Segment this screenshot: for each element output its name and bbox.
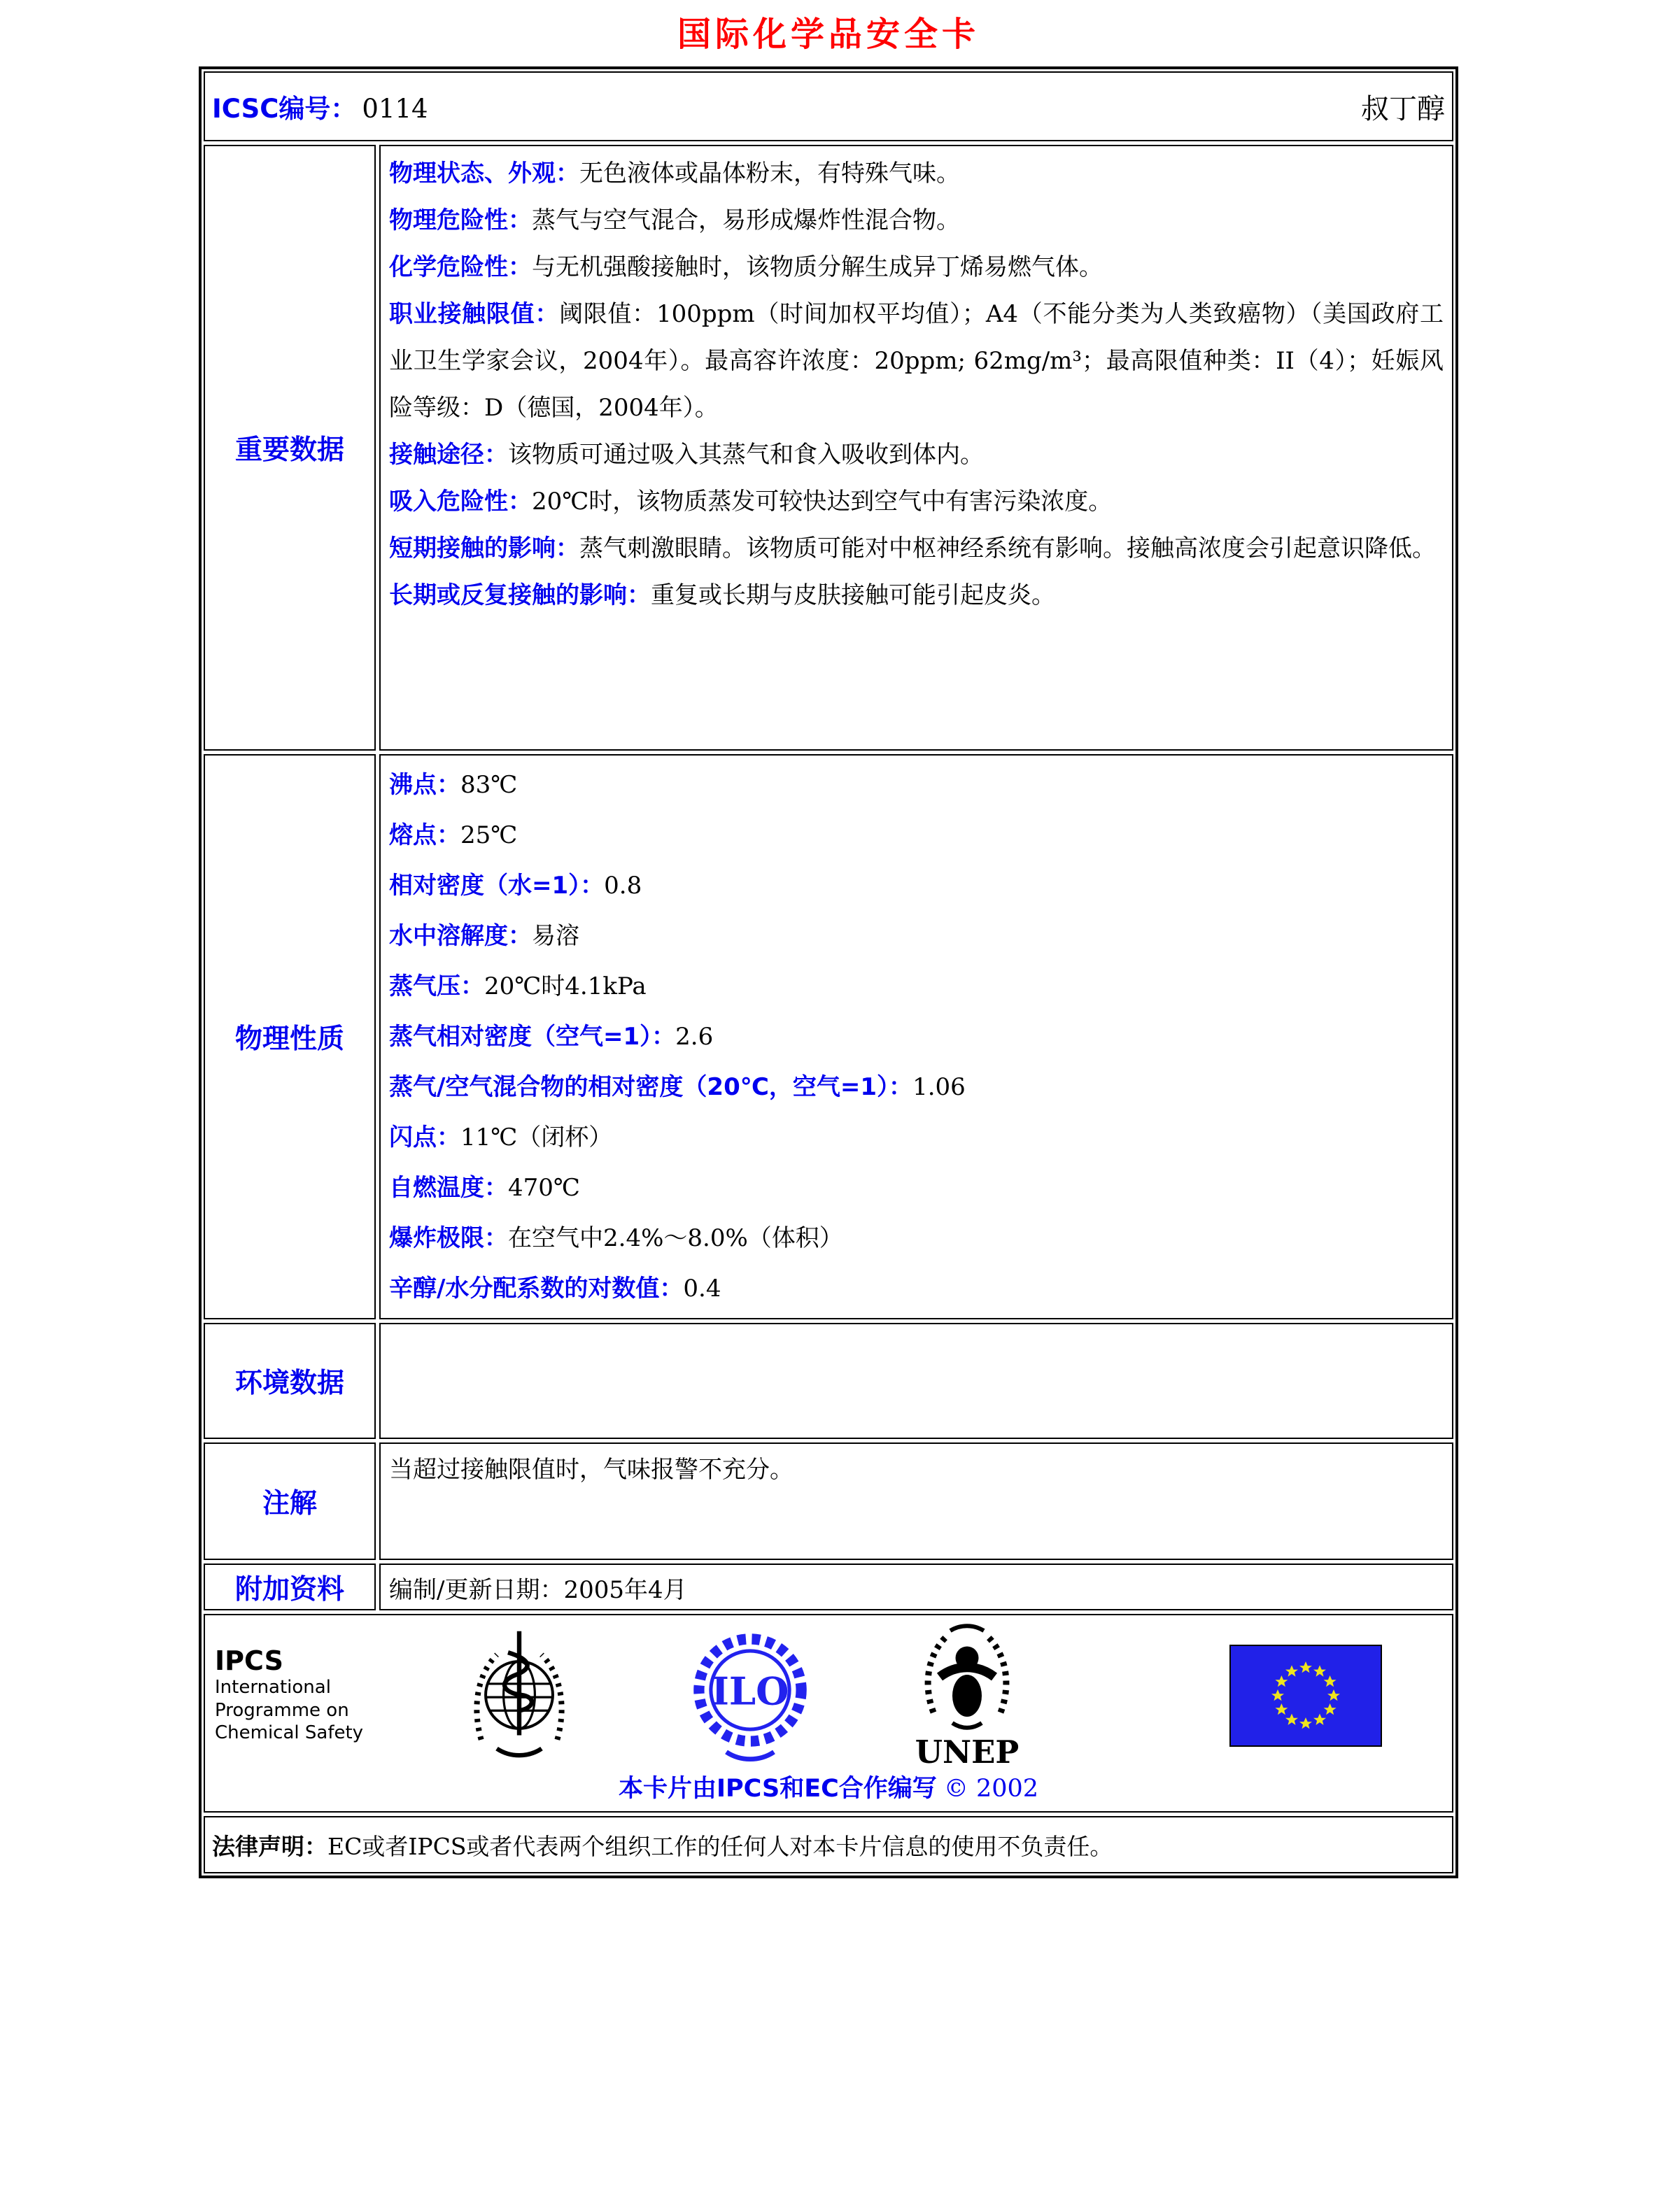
section-label-additional-info: 附加资料 [204, 1564, 376, 1610]
caption-text: 本卡片由IPCS和EC合作编写 [618, 1775, 937, 1803]
environmental-data-content [379, 1323, 1453, 1439]
ilo-logo-icon [691, 1628, 810, 1764]
field-vapor-air-mixture-density [389, 1062, 1444, 1112]
field-label: 吸入危险性： [389, 488, 532, 516]
field-value: 83℃ [460, 771, 518, 799]
field-autoignition-temperature [389, 1163, 1444, 1213]
important-data-row [204, 145, 1453, 751]
header-cell [204, 71, 1453, 141]
field-value: 无色液体或晶体粉末，有特殊气味。 [579, 159, 960, 187]
field-value: 470℃ [508, 1174, 580, 1202]
field-label: 物理状态、外观： [389, 159, 579, 187]
notes-content: 当超过接触限值时，气味报警不充分。 [379, 1442, 1453, 1560]
field-value: 20℃时4.1kPa [484, 972, 647, 1000]
field-label: 自燃温度： [389, 1174, 508, 1202]
field-boiling-point [389, 760, 1444, 810]
section-label-environmental-data: 环境数据 [204, 1323, 376, 1439]
section-label-notes: 注解 [204, 1442, 376, 1560]
notes-row [204, 1442, 1453, 1560]
environmental-data-row [204, 1323, 1453, 1439]
icsc-number-value: 0114 [362, 94, 428, 124]
field-value: 25℃ [460, 821, 518, 849]
field-value: 蒸气与空气混合，易形成爆炸性混合物。 [532, 206, 960, 234]
field-value: 易溶 [532, 922, 579, 950]
field-label: 熔点： [389, 821, 460, 849]
important-data-content [379, 145, 1453, 751]
ipcs-acronym: IPCS [215, 1645, 283, 1677]
field-value: 1.06 [912, 1073, 966, 1101]
field-vapor-relative-density [389, 1012, 1444, 1062]
copyright-text: © 2002 [943, 1775, 1039, 1803]
field-value: 蒸气刺激眼睛。该物质可能对中枢神经系统有影响。接触高浓度会引起意识降低。 [579, 534, 1436, 562]
logo-band [209, 1622, 1448, 1769]
field-value: 该物质可通过吸入其蒸气和食入吸收到体内。 [508, 441, 984, 469]
field-melting-point [389, 810, 1444, 860]
field-physical-danger [389, 197, 1444, 244]
field-value: 在空气中2.4%～8.0%（体积） [508, 1224, 843, 1252]
additional-info-row [204, 1564, 1453, 1610]
icsc-card-table [199, 66, 1458, 1878]
field-label: 蒸气/空气混合物的相对密度（20℃，空气=1）： [389, 1073, 913, 1101]
logos-cell [204, 1614, 1453, 1813]
field-value: 0.4 [683, 1275, 721, 1303]
unep-logo-icon [915, 1622, 1020, 1769]
field-water-solubility [389, 911, 1444, 961]
field-label: 物理危险性： [389, 206, 532, 234]
logos-row [204, 1614, 1453, 1813]
field-label: 闪点： [389, 1123, 460, 1151]
who-logo-icon [463, 1628, 575, 1764]
page-title: 国际化学品安全卡 [677, 15, 980, 54]
eu-flag-icon [1229, 1645, 1382, 1747]
field-value: 20℃时，该物质蒸发可较快达到空气中有害污染浓度。 [532, 488, 1113, 516]
field-relative-density [389, 860, 1444, 911]
field-physical-state [389, 150, 1444, 197]
field-label: 长期或反复接触的影响： [389, 581, 651, 609]
icsc-number-label: ICSC编号： [212, 94, 357, 124]
field-explosive-limits [389, 1213, 1444, 1263]
field-long-term-effects [389, 572, 1444, 619]
section-label-physical-properties: 物理性质 [204, 754, 376, 1319]
field-label: 短期接触的影响： [389, 534, 579, 562]
field-value: 重复或长期与皮肤接触可能引起皮炎。 [651, 581, 1055, 609]
field-octanol-water-partition [389, 1263, 1444, 1314]
field-value: 与无机强酸接触时，该物质分解生成异丁烯易燃气体。 [532, 253, 1103, 281]
header-row [204, 71, 1453, 141]
field-value: 11℃（闭杯） [460, 1123, 613, 1151]
chemical-name: 叔丁醇 [1361, 92, 1445, 125]
field-label: 辛醇/水分配系数的对数值： [389, 1275, 684, 1303]
field-value: 阈限值：100ppm（时间加权平均值）；A4（不能分类为人类致癌物）（美国政府工业卫生学家会议，2004年）。最高容许浓度：20ppm; 62mg/m³；最高限值种类：II（4）；妊娠风险等级：D（德国，2004年）。 [389, 300, 1444, 422]
field-label: 水中溶解度： [389, 922, 532, 950]
field-short-term-effects [389, 525, 1444, 572]
field-label: 爆炸极限： [389, 1224, 508, 1252]
field-label: 接触途径： [389, 441, 508, 469]
ipcs-logo [215, 1647, 397, 1744]
field-chemical-danger [389, 244, 1444, 291]
field-occupational-limits [389, 291, 1444, 432]
additional-info-content: 编制/更新日期：2005年4月 [379, 1564, 1453, 1610]
field-label: 蒸气相对密度（空气=1）： [389, 1023, 676, 1051]
ipcs-name-line: Chemical Safety [215, 1722, 364, 1744]
legal-label: 法律声明： [212, 1832, 327, 1860]
field-label: 职业接触限值： [389, 300, 560, 328]
field-label: 相对密度（水=1）： [389, 872, 605, 900]
legal-cell [204, 1816, 1453, 1873]
field-flash-point [389, 1112, 1444, 1163]
cooperation-caption [209, 1769, 1448, 1807]
physical-properties-content [379, 754, 1453, 1319]
field-inhalation-risk [389, 478, 1444, 525]
field-value: 2.6 [675, 1023, 714, 1051]
legal-text: EC或者IPCS或者代表两个组织工作的任何人对本卡片信息的使用不负责任。 [327, 1832, 1113, 1860]
legal-row [204, 1816, 1453, 1873]
icsc-number [212, 87, 428, 125]
physical-properties-row [204, 754, 1453, 1319]
ipcs-name-line: International [215, 1677, 331, 1699]
section-label-important-data: 重要数据 [204, 145, 376, 751]
field-label: 蒸气压： [389, 972, 484, 1000]
field-vapor-pressure [389, 961, 1444, 1012]
ipcs-name-line: Programme on [215, 1699, 349, 1721]
ilo-text: ILO [711, 1668, 789, 1713]
field-exposure-routes [389, 432, 1444, 478]
field-label: 沸点： [389, 771, 460, 799]
field-label: 化学危险性： [389, 253, 532, 281]
unep-text: UNEP [915, 1734, 1020, 1769]
field-value: 0.8 [604, 872, 642, 900]
